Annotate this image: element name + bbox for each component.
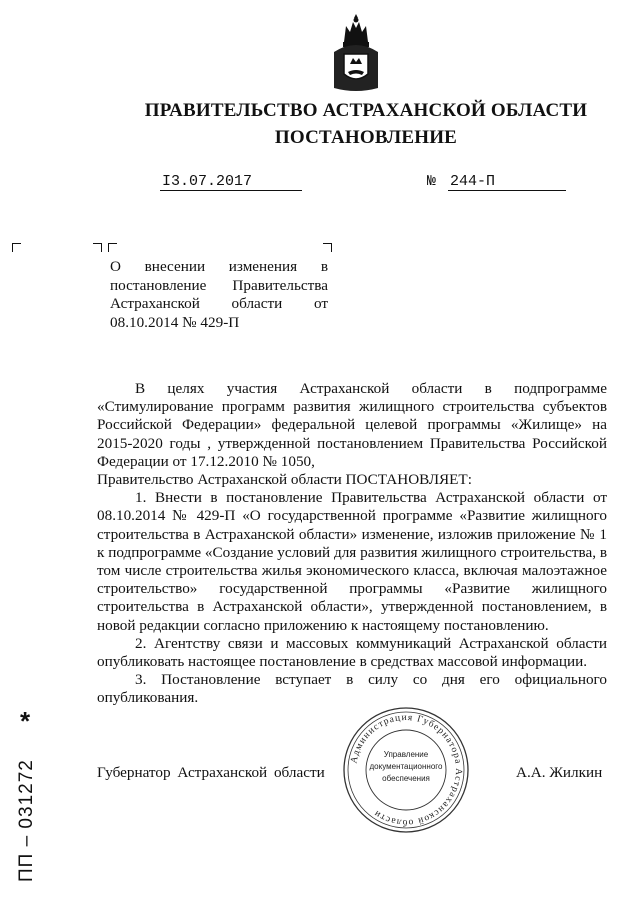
resolves-line: Правительство Астраханской области ПОСТАНОВЛЯЕТ: (97, 471, 472, 489)
document-body (97, 380, 607, 708)
signatory-name: А.А. Жилкин (516, 764, 603, 781)
subject-line: постановление Правительства (110, 276, 328, 294)
item-1-paragraph: 1. Внести в постановление Правительства Астраханской области от 08.10.2014 № 429-П «О государственной программе «Развитие жилищного строительства в Астраханской области» изменение, изложив приложение № 1 к подпрограмме «Создание условий для развития жилищного строительства, в том числе строительства жилья экономического класса, включая малоэтажное строительство» государственной программы «Развитие жилищного строительства в Астраханской области», утвержденной постановлением, в новой редакции согласно приложению к настоящему постановлению. (97, 489, 607, 634)
seal-center-line: документационного (369, 762, 443, 771)
corner-bracket (323, 243, 332, 252)
government-title: ПРАВИТЕЛЬСТВО АСТРАХАНСКОЙ ОБЛАСТИ (144, 100, 588, 121)
preamble-paragraph: В целях участия Астраханской области в подпрограмме «Стимулирование программ развития жилищного строительства субъектов Российской Федерации» федеральной целевой программы «Жилище» на 2015-2020 годы , утвержденной постановлением Правительства Российской Федерации от 17.12.2010 № 1050, (97, 380, 607, 470)
document-subject (110, 258, 328, 332)
signatory-title: Губернатор Астраханской области (97, 764, 325, 781)
document-number: 244-П (448, 173, 566, 191)
document-date: I3.07.2017 (160, 173, 302, 191)
official-seal (341, 705, 471, 835)
number-label: № (427, 173, 437, 190)
subject-line: Астраханской области от (110, 295, 328, 312)
item-2-paragraph: 2. Агентству связи и массовых коммуникаций Астраханской области опубликовать настоящее постановление в средствах массовой информации. (97, 634, 607, 671)
corner-bracket (93, 243, 102, 252)
corner-bracket (108, 243, 117, 252)
subject-line: 08.10.2014 № 429-П (110, 313, 240, 331)
document-type: ПОСТАНОВЛЕНИЕ (274, 127, 458, 148)
coat-of-arms-icon (330, 12, 382, 92)
seal-center-line: обеспечения (382, 774, 430, 783)
seal-center-line: Управление (383, 750, 429, 759)
corner-bracket (12, 243, 21, 252)
side-stamp-asterisk: * (20, 706, 31, 736)
seal-ring-text: Администрация Губернатора Астраханской области (349, 712, 464, 828)
registration-code: ПП – 031272 (16, 759, 37, 882)
item-3-paragraph: 3. Постановление вступает в силу со дня его официального опубликования. (97, 671, 607, 707)
subject-line: О внесении изменения в (110, 258, 328, 275)
